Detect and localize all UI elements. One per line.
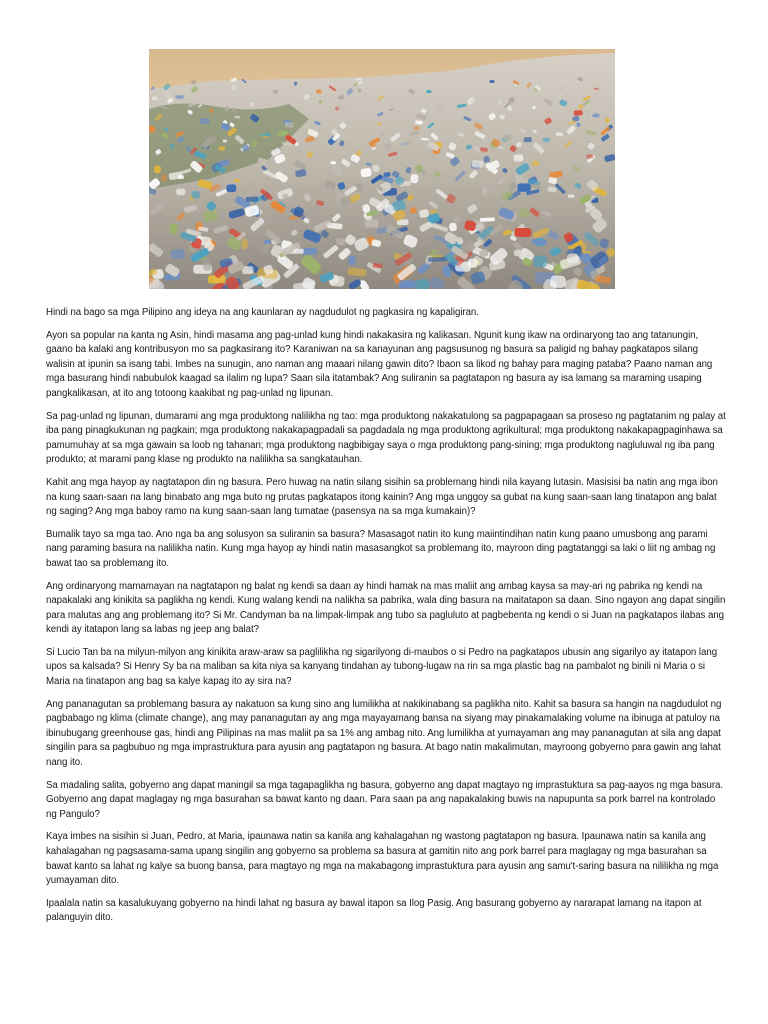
debris-item bbox=[586, 154, 593, 159]
debris-item bbox=[235, 116, 240, 118]
debris-item bbox=[336, 238, 345, 245]
debris-item bbox=[331, 161, 336, 164]
debris-item bbox=[480, 217, 495, 222]
debris-item bbox=[242, 239, 248, 250]
debris-item bbox=[524, 137, 532, 142]
paragraph: Ang ordinaryong mamamayan na nagtatapon ng balat ng kendi sa daan ay hindi hamak na mas maliit ang ambag kaysa sa may-ari ng pabrika ng kendi na napakalaki ang kinikita sa paglikha ng kendi. Kung walang kendi na nalikha sa pabrika, wala ding basura na maitatapon sa daan. Sino ngayon ang dapat singilin para malutas ang ang problemang ito? Si Mr. Candyman ba na limpak-limpak ang tubo sa pagluluto at pagbebenta ng kendi o si Juan na pagkatapos ilabas ang kendi ay itatapon lang sa labas ng jeep ang balat? bbox=[46, 580, 726, 636]
debris-item bbox=[364, 219, 378, 228]
landfill-illustration bbox=[149, 49, 615, 289]
paragraph: Sa madaling salita, gobyerno ang dapat maningil sa mga tagapaglikha ng basura, gobyerno ang dapat magtayo ng imprastuktura sa pag-aayos ng mga basura. Gobyerno ang dapat maglagay ng mga basurahan sa bawat kanto ng daan. Para saan pa ang napakalaking buwis na napupunta sa pork barrel na kontrolado ng Pangulo? bbox=[46, 779, 723, 820]
paragraph: Ayon sa popular na kanta ng Asin, hindi masama ang pag-unlad kung hindi nakakasira ng kalikasan. Ngunit kung ikaw na ordinaryong tao ang tatanungin, gaano ba kalaki ang kontribusyon mo sa pagkasirang ito? Karaniwan na sa kanayunan ang pagsusunog ng basura sa paligid ng bahay pagkatapos silang walisin at ipunin sa isang tabi. Imbes na sunugin, ano naman ang maaari nilang gawin dito? Ibaon sa likod ng bahay para maging pataba? Paano naman ang mga basurang hindi nabubulok kaagad sa ilalim ng lupa? Saan sila itatambak? Ang suliranin sa pagtatapon ng basura ay isa lamang sa maraming usaping pangkalikasan, at ito ang totoong kaakibat ng pag-unlad ng lipunan. bbox=[46, 329, 713, 399]
debris-item bbox=[154, 165, 162, 173]
debris-item bbox=[176, 188, 185, 195]
article-body bbox=[46, 306, 726, 934]
debris-item bbox=[415, 120, 423, 124]
debris-item bbox=[316, 89, 322, 94]
debris-item bbox=[338, 95, 345, 100]
debris-item bbox=[410, 207, 417, 213]
paragraph: Kahit ang mga hayop ay nagtatapon din ng basura. Pero huwag na natin silang sisihin sa problemang hindi nila kayang lutasin. Masisisi ba natin ang mga ibon na kung saan-saan na lang binabato ang mga buto ng prutas pagkatapos itong kainin? Ang mga unggoy sa gubat na kung saan-saan lang tinatapon ang balat ng saging? Ang mga baboy ramo na kung saan-saan lang tumatae (pasensya na sa mga kumakain)? bbox=[46, 476, 718, 518]
debris-item bbox=[175, 95, 183, 98]
debris-item bbox=[426, 90, 431, 93]
debris-item bbox=[543, 138, 550, 142]
debris-item bbox=[399, 280, 416, 288]
paragraph: Hindi na bago sa mga Pilipino ang ideya na ang kaunlaran ay nagdudulot ng pagkasira ng kapaligiran. bbox=[46, 307, 479, 318]
debris-item bbox=[574, 110, 583, 116]
debris-item bbox=[356, 78, 362, 81]
debris-item bbox=[161, 174, 167, 181]
debris-item bbox=[605, 118, 609, 123]
debris-item bbox=[568, 194, 575, 197]
debris-item bbox=[533, 256, 547, 268]
debris-item bbox=[219, 146, 225, 150]
debris-item bbox=[152, 96, 157, 100]
paragraph: Sa pag-unlad ng lipunan, dumarami ang mga produktong nalilikha ng tao: mga produktong nakakatulong sa pagpapagaan sa proseso ng pagtatanim ng palay at iba pang pinagkukunan ng pagkain; mga produktong nakakapagpadali sa pagdadala ng mga produktong agrikultural; mga produktong nakakapagpaginhawa sa pamumuhay at sa mga gawain sa loob ng tahanan; mga produktong nagbibigay saya o mga produktong pang-sining; mga produktong nagluluwal ng iba pang produkto; at marami pang klase ng produkto na nalilikha sa sangkatauhan. bbox=[46, 410, 726, 466]
debris-item bbox=[294, 249, 304, 254]
debris-item bbox=[407, 140, 411, 143]
debris-item bbox=[178, 175, 184, 179]
debris-item bbox=[260, 133, 271, 136]
debris-item bbox=[517, 183, 531, 192]
paragraph: Ang pananagutan sa problemang basura ay nakatuon sa kung sino ang lumilikha at nakikinabang sa paglikha nito. Kahit sa basura sa hangin na nagdudulot ng pagbabago ng klima (climate change), ang may pananagutan ay ang mga mayayamang bansa na siyang may pinakamalaking volume na ibinuga at patuloy na ibinubugang greenhouse gas, hindi ang Pilipinas na mas maliit pa sa 1% ang ambag nito. Ang lumilikha at yumayaman ang may pananagutan at sila ang dapat singilin para sa pagbubuo ng mga imprastruktura para ayusin ang pagtatapon ng basura. At bago natin makalimutan, mayroong gobyerno para gawin ang lahat nang ito. bbox=[46, 698, 722, 769]
debris-item bbox=[472, 160, 484, 168]
paragraph: Kaya imbes na sisihin si Juan, Pedro, at Maria, ipaunawa natin sa kanila ang kahalagahan ng wastong pagtatapon ng basura. Ipaunawa natin sa kanila ang kahalagahan ng pagsasama-sama upang singilin ang gobyerno sa problema sa basura at gamitin nito ang pork barrel para maglagay ng mga basurahan sa bawat kanto sa lahat ng kalye sa buong bansa, para magtayo ng mga na makabagong imprastuktura para ayusin ang samu't-saring basura na nililikha ng mga yumayaman dito. bbox=[46, 831, 719, 887]
debris-item bbox=[169, 144, 174, 149]
debris-item bbox=[302, 248, 317, 255]
paragraph: Ipaalala natin sa kasalukuyang gobyerno na hindi lahat ng basura ay bawal itapon sa Ilog Pasig. Ang basurang gobyerno ay nararapat lamang na itapon at palanguyin dito. bbox=[46, 897, 702, 924]
debris-item bbox=[550, 275, 566, 288]
debris-item bbox=[428, 257, 448, 262]
debris-item bbox=[223, 139, 228, 142]
landfill-photo bbox=[149, 49, 615, 289]
debris-item bbox=[577, 123, 581, 127]
debris-item bbox=[246, 196, 259, 202]
debris-item bbox=[200, 118, 210, 124]
debris-item bbox=[325, 181, 336, 189]
debris-item bbox=[532, 161, 539, 167]
debris-item bbox=[585, 111, 594, 115]
debris-item bbox=[503, 135, 511, 141]
debris-item bbox=[191, 191, 200, 200]
debris-item bbox=[482, 187, 488, 196]
debris-item bbox=[548, 186, 557, 192]
debris-item bbox=[514, 250, 521, 257]
debris-item bbox=[171, 249, 185, 259]
debris-item bbox=[489, 80, 494, 83]
debris-item bbox=[514, 228, 531, 237]
paragraph: Bumalik tayo sa mga tao. Ano nga ba ang solusyon sa suliranin sa basura? Masasagot natin ito kung maiintindihan natin kung paano umusbong ang parami nang paraming basura na nalilikha natin. Kung mga hayop ay hindi natin masasangkot sa problemang ito, mayroon ding pagtatanggi sa laki o liit ng ambag ng bawat tao sa problemang ito. bbox=[46, 528, 716, 569]
debris-item bbox=[513, 154, 523, 162]
paragraph: Si Lucio Tan ba na milyun-milyon ang kinikita araw-araw sa paglilikha ng sigarilyong di-maubos o si Pedro na pagkatapos ubusin ang sigarilyo ay itatapon lang upos sa kalsada? Si Henry Sy ba na maliban sa kita niya sa kanyang tindahan ay tubong-lugaw na rin sa mga plastic bag na pambalot ng binili ni Maria o si Maria na tinatapon ang bag sa kalye kapag ito ay sira na? bbox=[46, 646, 718, 688]
debris-item bbox=[226, 184, 236, 192]
